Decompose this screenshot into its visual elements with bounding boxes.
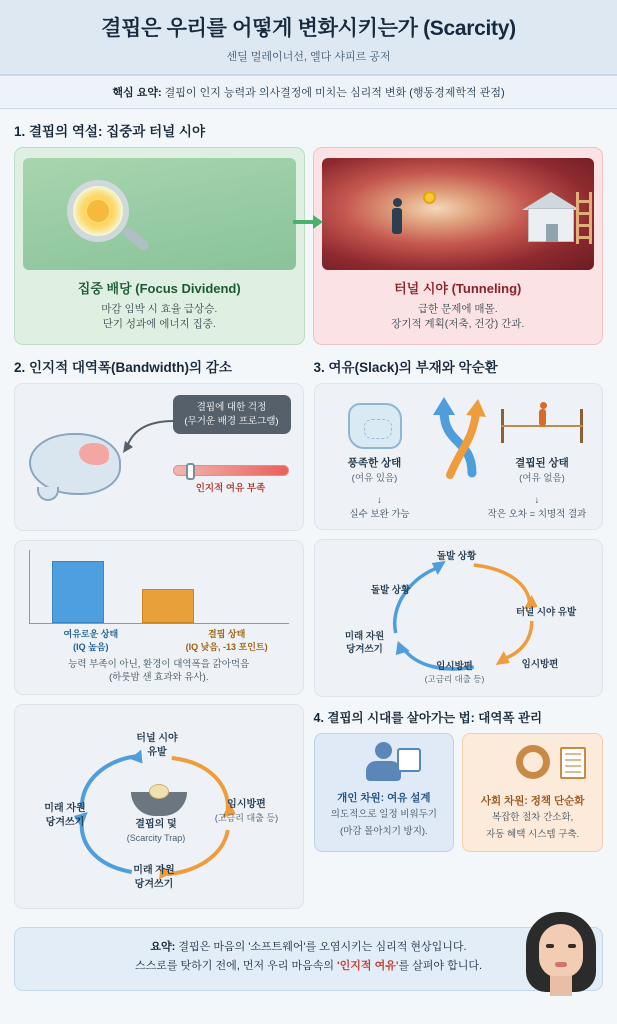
vc-node-future-line2: 당겨쓰기 xyxy=(346,643,383,655)
slack-abundance-result xyxy=(325,492,435,520)
two-way-arrow-icon xyxy=(428,393,488,479)
cycle-diagram xyxy=(23,714,295,899)
vc-node-sudden-top-line1: 돌발 상황 xyxy=(436,550,477,562)
cycle-node-future-bottom-line1: 미래 자원 xyxy=(133,865,175,877)
arrow-right-icon xyxy=(293,215,323,229)
section1-cards xyxy=(0,147,617,345)
vc-node-future-line1: 미래 자원 xyxy=(344,630,385,642)
house-icon xyxy=(520,188,580,242)
tunneling-heading: 터널 시야 (Tunneling) xyxy=(394,281,522,296)
tightrope-icon xyxy=(497,399,587,449)
cycle-node-quickfix-line2: (고금리 대출 등) xyxy=(214,812,279,823)
worry-bubble-line1: 결핍에 대한 걱정 xyxy=(196,402,267,414)
section4-title: 4. 결핍의 시대를 살아가는 법: 대역폭 관리 xyxy=(313,710,543,725)
tunneling-line2: 장기적 계획(저축, 건강) 간과. xyxy=(391,318,525,331)
chart-label-scarcity xyxy=(159,628,295,652)
focus-dividend-heading: 집중 배당 (Focus Dividend) xyxy=(77,281,241,296)
vc-node-quickfix xyxy=(498,659,582,672)
bar-scarcity xyxy=(142,589,194,623)
tunneling-line1: 급한 문제에 매몰. xyxy=(417,303,498,315)
gear-icon xyxy=(516,745,550,779)
focus-dividend-line1: 마감 임박 시 효율 급상승. xyxy=(101,303,218,315)
footer-line2-a: 스스로를 탓하기 전에, 먼저 우리 마음속의 xyxy=(134,959,338,972)
slack-scarcity-caption: 결핍된 상태 xyxy=(515,457,569,470)
cycle-center-line2: (Scarcity Trap) xyxy=(126,832,186,843)
bar-rich xyxy=(52,561,104,623)
trap-icon xyxy=(131,782,187,816)
footer-label: 요약: xyxy=(150,941,176,954)
focus-dividend-line2: 단기 성과에 에너지 집중. xyxy=(102,318,216,331)
chart-note-line2: (하룻밤 샌 효과와 유사). xyxy=(109,672,209,684)
meter-label: 인지적 여유 부족 xyxy=(195,483,266,495)
slack-abundance xyxy=(327,403,423,484)
section1-title: 1. 결핍의 역설: 집중과 터널 시야 xyxy=(14,124,205,139)
vc-node-tunnel-line1: 터널 시야 유발 xyxy=(515,606,577,618)
focus-dividend-card xyxy=(14,147,305,345)
worry-bubble-line2: (무거운 배경 프로그램) xyxy=(184,415,279,427)
section4-cards xyxy=(314,733,604,853)
bandwidth-panel xyxy=(14,383,304,531)
tunnel-illustration xyxy=(322,158,595,270)
slack-abundance-sub: (여유 있음) xyxy=(351,473,398,485)
cycle-node-future-bottom xyxy=(99,864,209,891)
cognitive-slack-meter xyxy=(173,465,289,494)
brain-icon xyxy=(29,433,121,495)
slack-comparison-panel xyxy=(314,383,604,530)
meter-bar xyxy=(173,465,289,476)
ladder-icon xyxy=(576,192,592,244)
slack-results xyxy=(323,492,595,520)
individual-line1: 의도적으로 일정 비워두기 xyxy=(330,808,437,820)
page-subtitle: 센딜 멀레이너선, 엘다 샤피르 공저 xyxy=(226,51,391,63)
main-columns xyxy=(0,345,617,918)
section3-title: 3. 여유(Slack)의 부재와 악순환 xyxy=(313,360,498,376)
vc-node-quickfix-sub xyxy=(405,661,505,687)
scarcity-trap-cycle xyxy=(14,704,304,909)
column-left xyxy=(14,345,304,918)
cycle-node-tunnel xyxy=(107,732,207,759)
slack-row xyxy=(323,393,595,484)
brain-illustration xyxy=(23,393,295,521)
person-icon xyxy=(392,208,402,234)
chart-plot-area xyxy=(29,550,289,624)
chart-x-labels xyxy=(23,628,295,652)
document-icon xyxy=(560,747,586,779)
magnifier-handle-icon xyxy=(121,226,150,253)
slack-scarcity-sub: (여유 없음) xyxy=(519,473,565,485)
footer-summary xyxy=(14,927,603,991)
cycle-center-label xyxy=(101,818,211,845)
footer-line1 xyxy=(27,938,590,957)
slack-scarcity xyxy=(494,399,590,484)
cycle-node-future-left-line1: 미래 자원 xyxy=(44,803,86,815)
cycle-node-future-bottom-line2: 당겨쓰기 xyxy=(134,878,174,890)
summary-label: 핵심 요약: xyxy=(112,87,162,99)
vc-node-quickfix-line1: 임시방편 xyxy=(521,658,559,670)
avatar xyxy=(526,912,596,1000)
pillow-icon xyxy=(348,403,402,449)
individual-illustration xyxy=(321,742,448,784)
cycle-center-line1: 결핍의 덫 xyxy=(135,819,177,831)
chart-label-rich-line2: (IQ 높음) xyxy=(73,641,109,652)
cycle-node-quickfix-line1: 임시방편 xyxy=(227,799,266,811)
meter-knob xyxy=(186,463,195,480)
chart-label-scarcity-line1: 결핍 상태 xyxy=(207,629,246,640)
society-line2: 자동 혜택 시스템 구축. xyxy=(486,828,580,840)
arrow-down-blue-icon: ↓ xyxy=(377,495,382,507)
column-right xyxy=(314,345,604,918)
summary-text: 결핍이 인지 능력과 의사결정에 미치는 심리적 변화 (행동경제학적 관점) xyxy=(161,87,505,99)
slack-abundance-caption: 풍족한 상태 xyxy=(347,457,402,470)
vc-node-sudden-left-line1: 돌발 상황 xyxy=(370,584,411,596)
arrow-curved-down-icon xyxy=(119,415,179,455)
society-heading: 사회 차원: 정책 단순화 xyxy=(480,794,585,807)
person-calendar-icon xyxy=(361,742,407,782)
chart-label-scarcity-line2: (IQ 낮음, -13 포인트) xyxy=(185,641,268,652)
slack-scarcity-result xyxy=(482,492,592,520)
vc-node-future xyxy=(323,631,407,657)
summary-band xyxy=(0,75,617,109)
vc-node-quickfix-sub-line2: (고금리 대출 등) xyxy=(424,673,485,684)
chart-label-rich-line1: 여유로운 상태 xyxy=(63,629,119,640)
coin-icon xyxy=(423,191,436,204)
section2-title: 2. 인지적 대역폭(Bandwidth)의 감소 xyxy=(14,360,232,376)
vicious-cycle-panel xyxy=(314,539,604,697)
person-head-icon xyxy=(393,198,402,207)
cycle-node-future-left-line2: 당겨쓰기 xyxy=(45,816,85,828)
vc-node-sudden-left xyxy=(349,585,433,598)
page-title: 결핍은 우리를 어떻게 변화시키는가 (Scarcity) xyxy=(101,17,516,40)
society-illustration xyxy=(469,745,596,787)
vc-node-tunnel xyxy=(500,607,592,620)
light-core-icon xyxy=(87,200,109,222)
footer-line2 xyxy=(27,957,590,976)
cycle-node-quickfix xyxy=(199,798,295,825)
cycle-node-tunnel-line2: 유발 xyxy=(147,746,167,758)
vc-node-quickfix-sub-line1: 임시방편 xyxy=(436,660,473,672)
slack-scarcity-result-text: 작은 오차 = 치명적 결과 xyxy=(487,508,587,520)
magnifier-illustration xyxy=(23,158,296,270)
page-header xyxy=(0,0,617,75)
cycle-node-future-left xyxy=(23,802,107,829)
worry-bubble xyxy=(173,395,291,434)
tunneling-card xyxy=(313,147,604,345)
individual-line2: (마감 몰아치기 방지). xyxy=(340,825,428,837)
chart-note-line1: 능력 부족이 아닌, 환경이 대역폭을 갉아먹음 xyxy=(68,658,250,670)
vicious-cycle-diagram xyxy=(323,549,595,687)
cycle-node-tunnel-line1: 터널 시야 xyxy=(136,733,178,745)
footer-line2-b: 를 살펴야 합니다. xyxy=(398,959,483,972)
iq-bar-chart xyxy=(14,540,304,695)
footer-line1-text: 결핍은 마음의 '소프트웨어'를 오염시키는 심리적 현상입니다. xyxy=(175,941,467,954)
society-card xyxy=(462,733,603,853)
vc-node-sudden-top xyxy=(415,551,499,564)
slack-middle-arrows xyxy=(428,393,488,484)
chart-label-rich xyxy=(23,628,159,652)
arrow-down-orange-icon: ↓ xyxy=(534,495,540,507)
slack-abundance-result-text: 실수 보완 가능 xyxy=(349,508,410,520)
footer-line2-highlight: '인지적 여유' xyxy=(337,959,399,972)
individual-heading: 개인 차원: 여유 설계 xyxy=(337,791,431,804)
society-line1: 복잡한 절차 간소화, xyxy=(491,811,574,823)
individual-card xyxy=(314,733,455,853)
